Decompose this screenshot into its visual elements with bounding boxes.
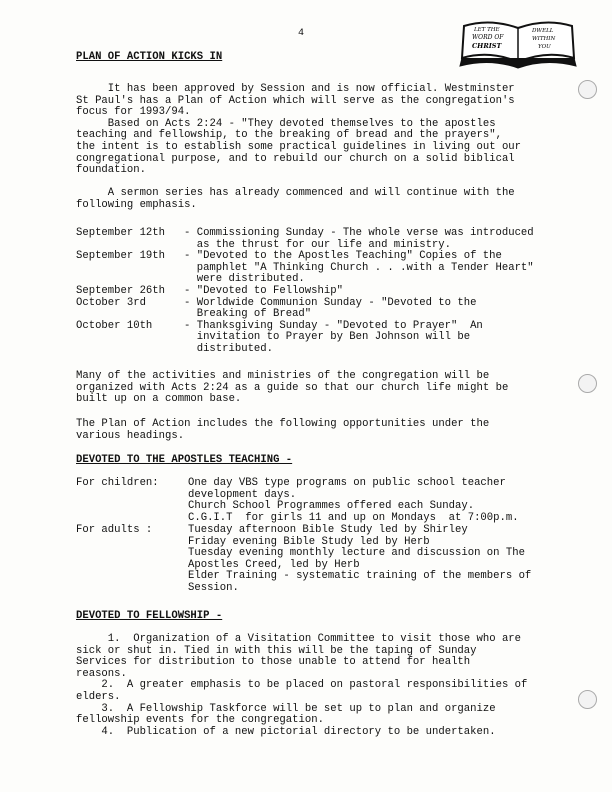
fellowship-item-line: fellowship events for the congregation.	[76, 714, 324, 727]
body-text-line: Based on Acts 2:24 - "They devoted themselves to the apostles	[76, 117, 496, 130]
adult-program-line: Apostles Creed, led by Herb	[188, 558, 360, 571]
schedule-date: September 26th	[76, 285, 166, 297]
logo-text-line: YOU	[538, 44, 551, 50]
body-text-line: St Paul's has a Plan of Action which will serve as the congregation's	[76, 94, 515, 107]
body-text-line: teaching and fellowship, to the breaking of bread and the prayers",	[76, 129, 502, 142]
body-text-line: built up on a common base.	[76, 393, 242, 406]
adult-program-line: Tuesday evening monthly lecture and discussion on The	[188, 547, 525, 560]
body-text-line: A sermon series has already commenced and will continue with the	[76, 187, 515, 200]
adult-program-line: Session.	[188, 582, 239, 594]
logo-text-line: DWELL	[532, 28, 554, 34]
punch-hole-middle	[578, 374, 597, 393]
schedule-description-line: Breaking of Bread"	[184, 308, 312, 321]
fellowship-item-line: 4. Publication of a new pictorial directory to be undertaken.	[76, 725, 496, 738]
body-text-line: foundation.	[76, 164, 146, 177]
section-heading-fellowship: DEVOTED TO FELLOWSHIP -	[76, 610, 223, 622]
logo-text-line: LET THE	[474, 27, 500, 33]
logo-text-line: WORD OF	[472, 34, 504, 41]
adult-program-line: Elder Training - systematic training of the members of	[188, 570, 532, 583]
schedule-description-line: - Commissioning Sunday - The whole verse was introduced	[184, 227, 534, 239]
logo-text-line: WITHIN	[532, 36, 556, 42]
punch-hole-bottom	[578, 690, 597, 709]
schedule-description-line: as the thrust for our life and ministry.	[184, 238, 452, 251]
schedule-description-line: - Worldwide Communion Sunday - "Devoted to the	[184, 296, 477, 309]
body-text-line: various headings.	[76, 429, 185, 442]
body-text-line: organized with Acts 2:24 as a guide so that our church life might be	[76, 381, 509, 394]
page-title: PLAN OF ACTION KICKS IN	[76, 51, 223, 63]
fellowship-item-line: sick or shut in. Tied in with this will be the taping of Sunday	[76, 644, 477, 657]
fellowship-item-line: reasons.	[76, 667, 127, 680]
children-label: For children:	[76, 477, 159, 489]
adult-program-line: Friday evening Bible Study led by Herb	[188, 535, 430, 548]
children-program-line: development days.	[188, 488, 297, 501]
page-number: 4	[298, 28, 305, 39]
fellowship-item-line: 2. A greater emphasis to be placed on pastoral responsibilities of	[76, 679, 528, 692]
schedule-description-line: distributed.	[184, 343, 274, 355]
body-text-line: The Plan of Action includes the following opportunities under the	[76, 418, 490, 430]
fellowship-item-line: Services for distribution to those unable to attend for health	[76, 656, 471, 669]
children-program-line: C.G.I.T for girls 11 and up on Mondays at 7:00p.m.	[188, 511, 519, 524]
fellowship-item-line: elders.	[76, 691, 121, 703]
open-bible-logo	[458, 18, 578, 70]
schedule-description-line: pamphlet "A Thinking Church . . .with a Tender Heart"	[184, 261, 534, 274]
adult-program-line: Tuesday afternoon Bible Study led by Shirley	[188, 524, 468, 536]
adults-label: For adults :	[76, 524, 153, 536]
body-text-line: following emphasis.	[76, 199, 197, 211]
schedule-description-line: - "Devoted to Fellowship"	[184, 285, 343, 297]
schedule-date: September 12th	[76, 227, 166, 239]
logo-text-line: CHRIST	[472, 42, 502, 50]
schedule-description-line: invitation to Prayer by Ben Johnson will be	[184, 331, 471, 344]
fellowship-item-line: 3. A Fellowship Taskforce will be set up to plan and organize	[76, 702, 496, 715]
children-program-line: Church School Programmes offered each Sunday.	[188, 500, 475, 513]
schedule-date: September 19th	[76, 250, 166, 263]
body-text-line: focus for 1993/94.	[76, 106, 191, 119]
schedule-description-line: were distributed.	[184, 273, 305, 286]
punch-hole-top	[578, 80, 597, 99]
body-text-line: the intent is to establish some practical guidelines in living out our	[76, 141, 522, 153]
schedule-description-line: - "Devoted to the Apostles Teaching" Copies of the	[184, 250, 502, 263]
fellowship-item-line: 1. Organization of a Visitation Committee to visit those who are	[76, 633, 522, 645]
children-program-line: One day VBS type programs on public school teacher	[188, 477, 506, 489]
body-text-line: congregational purpose, and to rebuild our church on a solid biblical	[76, 152, 515, 165]
schedule-date: October 10th	[76, 319, 153, 332]
schedule-description-line: - Thanksgiving Sunday - "Devoted to Prayer" An	[184, 319, 483, 332]
schedule-date: October 3rd	[76, 296, 146, 309]
body-text-line: It has been approved by Session and is now official. Westminster	[76, 83, 515, 95]
section-heading-teaching: DEVOTED TO THE APOSTLES TEACHING -	[76, 454, 293, 466]
body-text-line: Many of the activities and ministries of the congregation will be	[76, 370, 490, 382]
